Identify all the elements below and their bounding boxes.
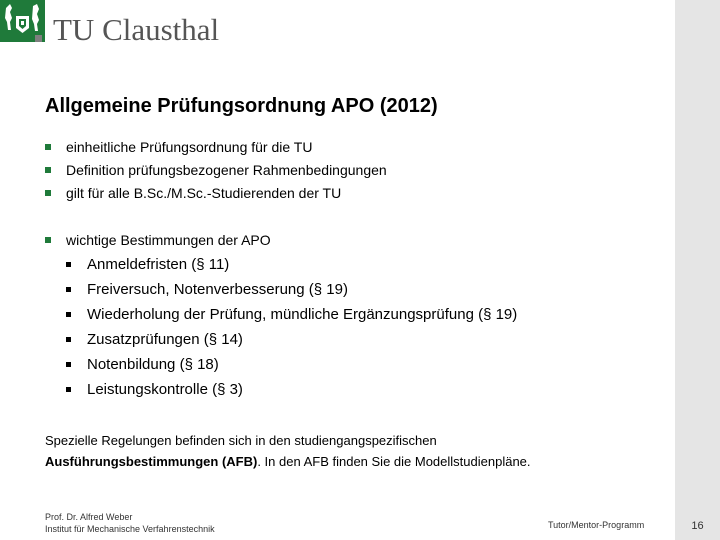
- list-item: [45, 139, 387, 162]
- slide-title: Allgemeine Prüfungsordnung APO (2012): [45, 95, 438, 117]
- note-emphasis: Ausführungsbestimmungen (AFB): [45, 454, 258, 469]
- bullet-icon: [66, 337, 71, 342]
- bullet-icon: [66, 262, 71, 267]
- list-item-text: einheitliche Prüfungsordnung für die TU: [66, 139, 313, 155]
- list-item: [66, 256, 517, 281]
- footer-author: Prof. Dr. Alfred Weber: [45, 512, 133, 522]
- bullet-icon: [66, 362, 71, 367]
- list-item: [45, 185, 387, 208]
- bullet-icon: [66, 312, 71, 317]
- note-line: Spezielle Regelungen befinden sich in den studiengangspezifischen: [45, 433, 437, 448]
- bullet-icon: [45, 144, 51, 150]
- bullet-icon: [66, 287, 71, 292]
- list-item-text: Anmeldefristen (§ 11): [87, 256, 230, 273]
- afb-note: [45, 430, 625, 472]
- list-item-text: Leistungskontrolle (§ 3): [87, 381, 243, 398]
- list-item: [66, 281, 517, 306]
- list-item-text: gilt für alle B.Sc./M.Sc.-Studierenden der TU: [66, 185, 342, 201]
- page-number: 16: [691, 520, 704, 532]
- note-rest: . In den AFB finden Sie die Modellstudienpläne.: [257, 454, 531, 469]
- right-sidebar: [675, 0, 720, 540]
- list-item: [66, 306, 517, 331]
- bullet-icon: [45, 167, 51, 173]
- list-item-text: Wiederholung der Prüfung, mündliche Ergänzungsprüfung (§ 19): [87, 306, 518, 323]
- apo-heading-list: [45, 232, 271, 255]
- footer-author-block: [45, 511, 215, 535]
- footer-program: Tutor/Mentor-Programm: [548, 520, 645, 530]
- bullet-icon: [45, 190, 51, 196]
- bullet-icon: [45, 237, 51, 243]
- list-item-text: Freiversuch, Notenverbesserung (§ 19): [87, 281, 348, 298]
- list-item-text: Notenbildung (§ 18): [87, 356, 219, 373]
- list-item: [66, 381, 517, 406]
- bullet-icon: [66, 387, 71, 392]
- general-points-list: [45, 139, 387, 208]
- list-item-text: Zusatzprüfungen (§ 14): [87, 331, 243, 348]
- note-line: [45, 451, 625, 472]
- logo-square-icon: [35, 35, 42, 42]
- list-item: [66, 331, 517, 356]
- list-item: [66, 356, 517, 381]
- apo-items-list: [66, 256, 517, 406]
- apo-heading: wichtige Bestimmungen der APO: [66, 232, 271, 248]
- list-item: [45, 162, 387, 185]
- list-item-text: Definition prüfungsbezogener Rahmenbedingungen: [66, 162, 387, 178]
- footer-institute: Institut für Mechanische Verfahrenstechnik: [45, 524, 215, 534]
- logo-text: TU Clausthal: [53, 12, 220, 47]
- list-item: [45, 232, 271, 255]
